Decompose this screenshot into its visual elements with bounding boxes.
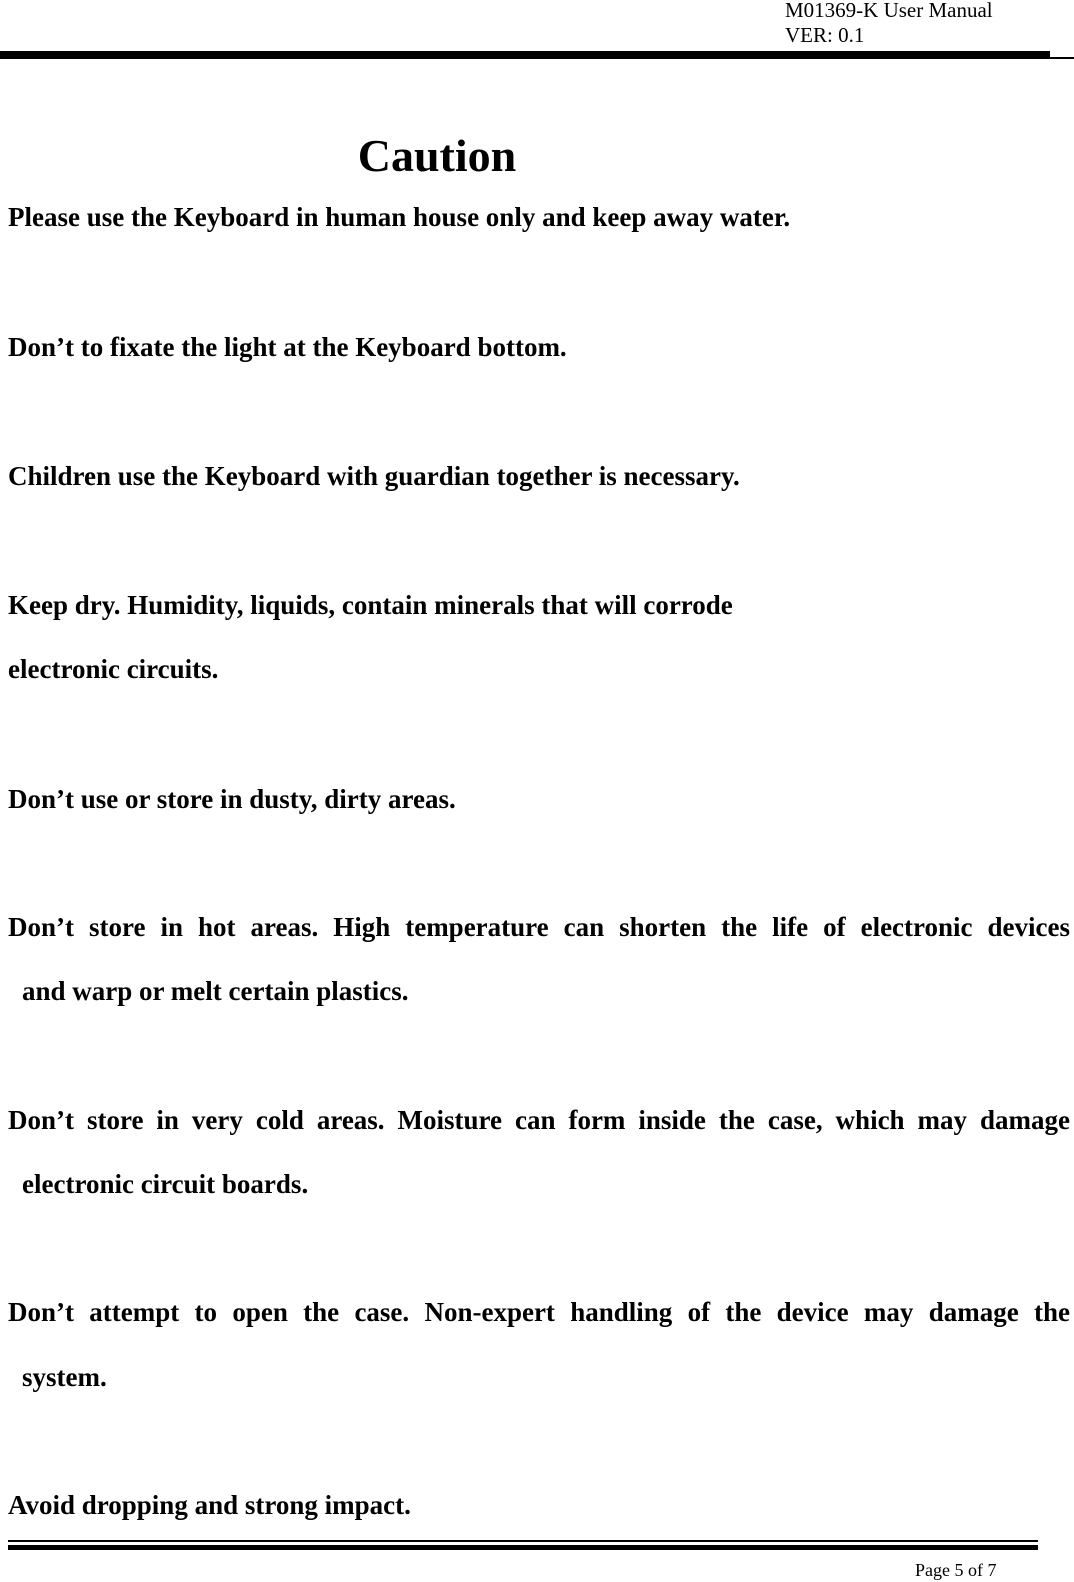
caution-item-hot-cont: and warp or melt certain plastics. bbox=[22, 976, 409, 1006]
footer-divider bbox=[8, 1545, 1038, 1550]
caution-item-keep-dry-cont: electronic circuits. bbox=[8, 654, 219, 684]
page-number: Page 5 of 7 bbox=[915, 1560, 997, 1580]
caution-item-cold-cont: electronic circuit boards. bbox=[22, 1169, 309, 1199]
caution-item-case-cont: system. bbox=[22, 1362, 107, 1392]
caution-item-water: Please use the Keyboard in human house only and keep away water. bbox=[8, 202, 791, 232]
caution-item-light: Don’t to fixate the light at the Keyboard bottom. bbox=[8, 332, 567, 362]
header-divider-thin bbox=[0, 57, 1074, 59]
document-header bbox=[785, 0, 993, 48]
caution-item-children: Children use the Keyboard with guardian together is necessary. bbox=[8, 461, 740, 491]
document-id: M01369-K User Manual bbox=[785, 0, 993, 22]
caution-item-impact: Avoid dropping and strong impact. bbox=[8, 1490, 411, 1520]
caution-item-cold: Don’t store in very cold areas. Moisture can form inside the case, which may damage bbox=[8, 1105, 1070, 1135]
footer-divider-thin bbox=[8, 1540, 1038, 1542]
page-title: Caution bbox=[357, 130, 517, 181]
caution-item-keep-dry: Keep dry. Humidity, liquids, contain minerals that will corrode bbox=[8, 590, 733, 620]
document-version: VER: 0.1 bbox=[785, 23, 865, 47]
caution-item-hot: Don’t store in hot areas. High temperature can shorten the life of electronic devices bbox=[8, 912, 1070, 942]
caution-item-case: Don’t attempt to open the case. Non-expert handling of the device may damage the bbox=[8, 1297, 1070, 1327]
caution-item-dusty: Don’t use or store in dusty, dirty areas. bbox=[8, 784, 456, 814]
